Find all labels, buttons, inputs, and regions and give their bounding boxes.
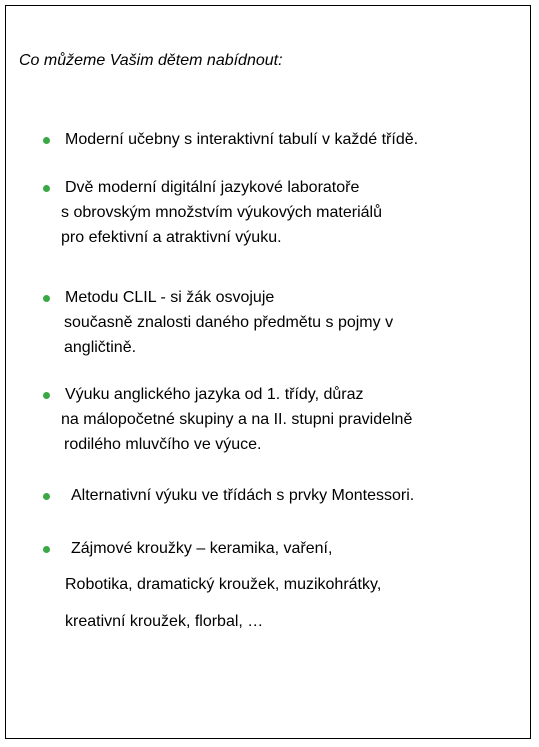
bullet-icon [43,295,50,302]
offer-text-line: Alternativní výuku ve třídách s prvky Montessori. [71,487,415,504]
offer-text-line: rodilého mluvčího ve výuce. [64,436,262,453]
offer-text-line: Výuku anglického jazyka od 1. třídy, důraz [65,386,364,403]
bullet-icon [43,392,50,399]
offer-text-line: Metodu CLIL - si žák osvojuje [65,289,275,306]
offer-text-line: současně znalosti daného předmětu s pojmy v [64,314,394,331]
offer-text-line: Dvě moderní digitální jazykové laboratoře [65,179,360,196]
offer-text-line: kreativní kroužek, florbal, … [65,613,264,630]
offer-text-line: Moderní učebny s interaktivní tabulí v každé třídě. [65,131,419,148]
offer-text-line: s obrovským množstvím výukových materiálů [61,204,382,221]
bullet-icon [43,493,50,500]
bullet-icon [43,185,50,192]
bullet-icon [43,546,50,553]
offer-text-line: Robotika, dramatický kroužek, muzikohrátky, [65,576,382,593]
bullet-icon [43,137,50,144]
offer-text-line: angličtině. [64,339,137,356]
offer-text-line: Zájmové kroužky – keramika, vaření, [71,540,333,557]
page-title: Co můžeme Vašim dětem nabídnout: [19,52,283,69]
offer-text-line: pro efektivní a atraktivní výuku. [61,229,282,246]
offer-text-line: na málopočetné skupiny a na II. stupni pravidelně [61,411,413,428]
